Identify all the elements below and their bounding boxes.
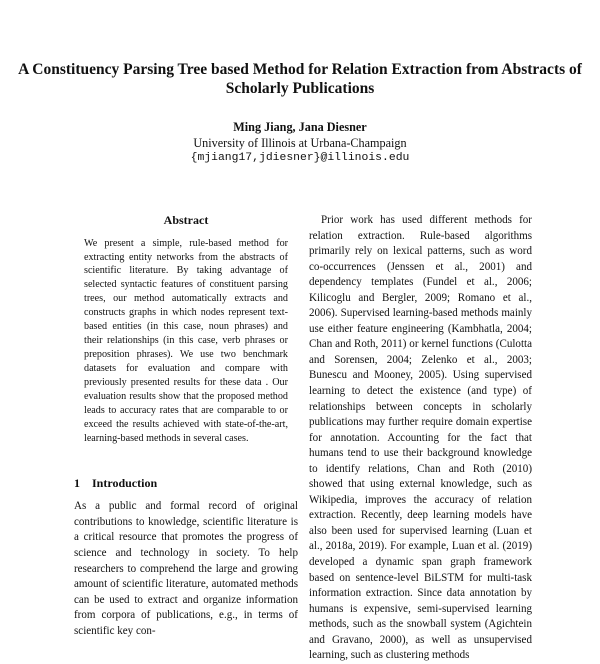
affiliation: University of Illinois at Urbana-Champaign: [193, 135, 407, 150]
right-column: [309, 213, 532, 664]
paper-title: A Constituency Parsing Tree based Method for Relation Extraction from Abstracts of Scholarly Publications: [18, 61, 582, 97]
related-work-paragraph: Prior work has used different methods for relation extraction. Rule-based algorithms primarily rely on lexical patterns, such as word co-occurrences (Jenssen et al., 2001) and dependency templates (Fundel et al., 2006; Kilicoglu and Bergler, 2009; Romano et al., 2006). Supervised learning-based methods mainly use either feature engineering (Kambhatla, 2004; Chan and Roth, 2011) or kernel functions (Culotta and Sorensen, 2004; Zelenko et al., 2003; Bunescu and Mooney, 2005). Using supervised learning to detect the existence (and type) of relationships between concepts in scholarly publications may further require domain expertise for annotation. Accounting for the fact that humans tend to use their background knowledge to identify relations, Chan and Roth (2010) showed that using external knowledge, such as Wikipedia, improves the accuracy of relation extraction. Recently, deep learning models have also been used for supervised learning (Luan et al., 2018a, 2019). For example, Luan et al. (2019) developed a dynamic span graph framework based on sentence-level BiLSTM for multi-task information extraction. Since data annotation by humans is expensive, semi-supervised learning methods, such as the snowball system (Agichtein and Gravano, 2000), as well as unsupervised learning, such as clustering methods: [309, 214, 532, 662]
section-title: Introduction: [92, 475, 158, 490]
abstract-text: We present a simple, rule-based method for extracting entity networks from the abstracts of scientific literature. By taking advantage of selected syntactic features of constituent parsing trees, our method automatically extracts and constructs graphs in which nodes represent text-based entities (in this case, noun phrases) and their relationships (in this case, verb phrases or preposition phrases). We use two benchmark datasets for evaluation and compare with previously presented results for these data . Our evaluation results show that the proposed method leads to accuracy rates that are comparable to or exceed the results achieved with state-of-the-art, learning-based methods in several cases.: [84, 237, 288, 444]
author-email: {mjiang17,jdiesner}@illinois.edu: [190, 152, 410, 164]
author-block: [0, 120, 600, 167]
abstract-heading: Abstract: [163, 213, 209, 227]
section-heading-introduction: [74, 476, 298, 492]
author-names: Ming Jiang, Jana Diesner: [233, 120, 367, 134]
section-number: 1: [74, 475, 80, 490]
left-column: [74, 213, 298, 639]
introduction-paragraph: As a public and formal record of original contributions to knowledge, scientific literature is a critical resource that promotes the progress of science and technology in society. To help researchers to comprehend the large and growing amount of scientific literature, automated methods can be used to extract and organize information from corpora of publications, e.g., in terms of scientific key con-: [74, 500, 298, 637]
